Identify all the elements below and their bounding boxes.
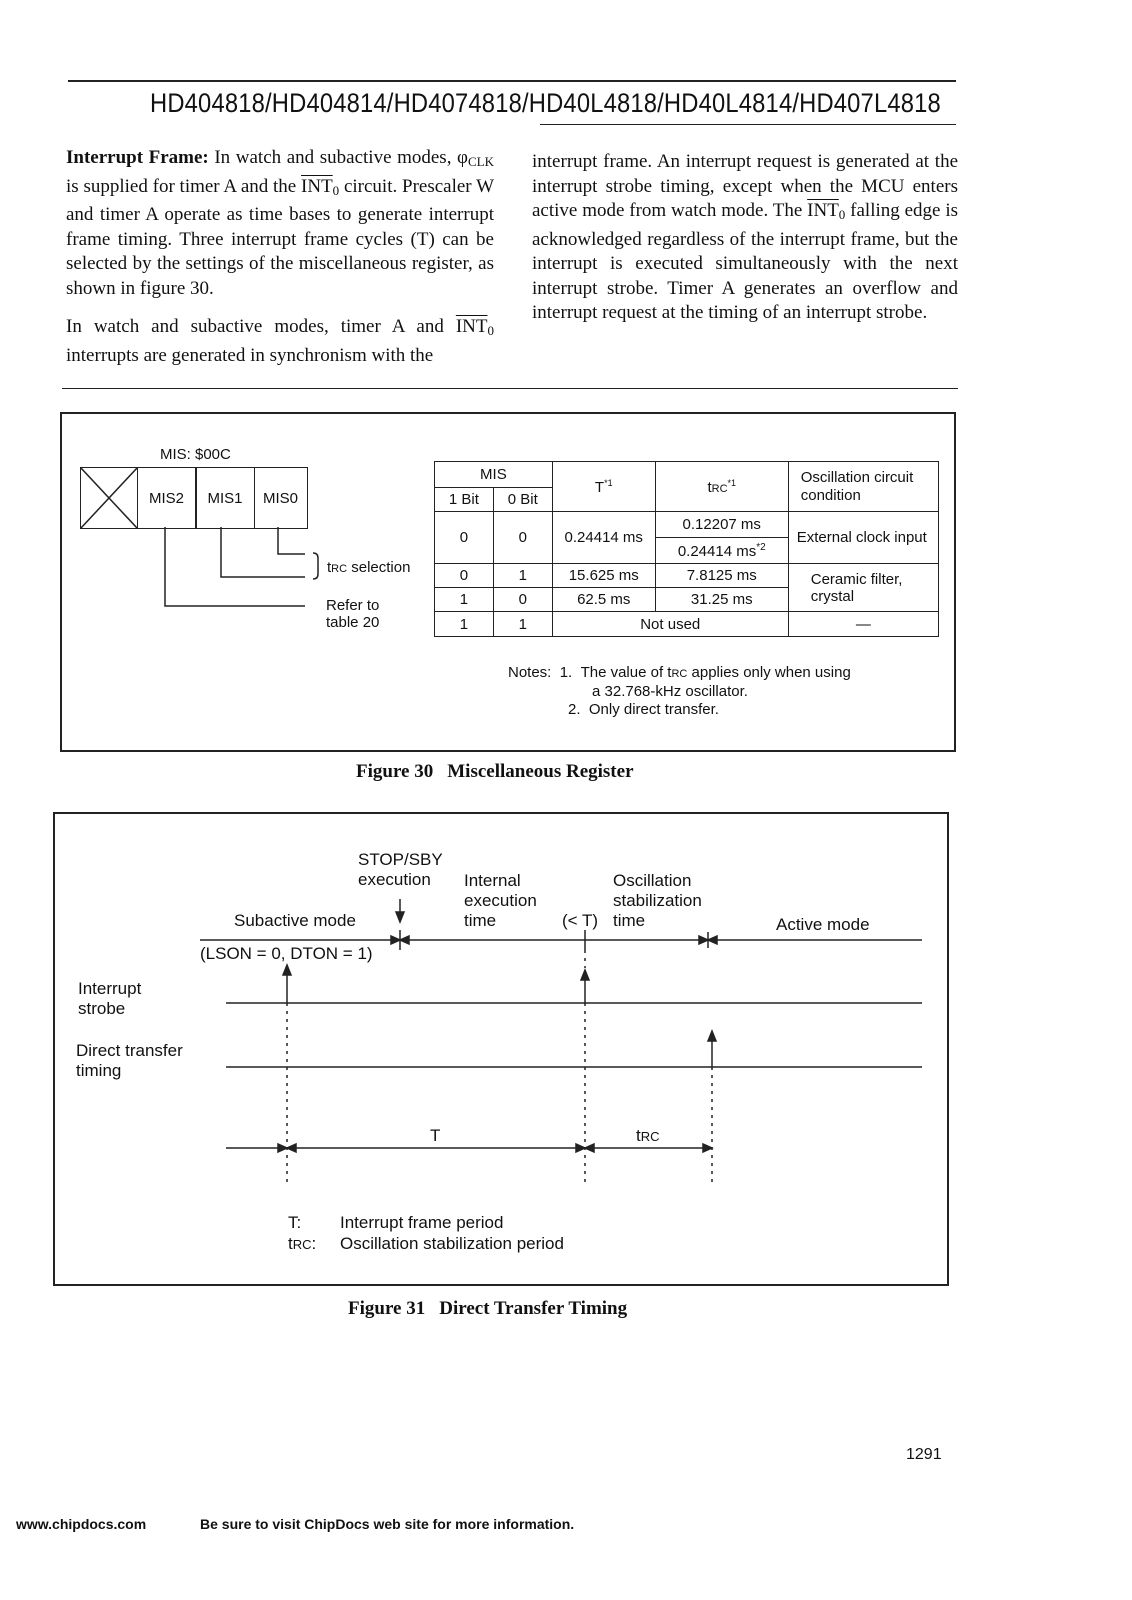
register-label: MIS: $00C [160,446,231,463]
refer-to-table-label: Refer to table 20 [326,597,380,631]
direct-transfer-timing-label: Direct transfer timing [76,1041,183,1080]
t-period-label: T [430,1126,441,1145]
table-row: 0 0 0.24414 ms 0.12207 ms External clock input [435,512,939,538]
int0-signal: $\overline{INT}$ [301,175,333,197]
table-row: 1 0 62.5 ms 31.25 ms [435,588,939,612]
phi-symbol: φ [457,147,468,168]
figure-30-notes: Notes: 1. The value of tRC applies only when using a 32.768-kHz oscillator. 2. Only direct transfer. [508,664,851,718]
table-row: 0 1 15.625 ms 7.8125 ms Ceramic filter, crystal [435,564,939,588]
subactive-mode-label: Subactive mode [234,911,356,930]
internal-execution-label: Internal execution time [464,871,537,930]
stop-sby-label: STOP/SBY execution [358,850,443,889]
page-header-title: HD404818/HD404814/HD4074818/HD40L4818/HD40L4814/HD407L4818 [150,88,941,118]
lson-dton-label: (LSON = 0, DTON = 1) [200,944,373,963]
figure-30-caption: Figure 30 Miscellaneous Register [356,761,634,782]
mis-settings-table: MIS $T^{*1}$ tRC$^{*1}$ Oscillation circuit condition 1 Bit 0 Bit 0 0 0.24414 ms 0.12207 ms External clock input 0.24414 $ms^{*2}$ 0 1 15.625 ms 7.8125 ms Ceramic filter, crystal 1 0 62.5 ms 31.25 ms 1 1 Not used — [434,461,939,637]
osc-condition-header: Oscillation circuit condition [788,462,938,512]
footer-site-link[interactable]: www.chipdocs.com [16,1516,147,1532]
interrupt-strobe-label: Interrupt strobe [78,979,142,1018]
register-bit-mis0: MIS0 [254,467,308,529]
paragraph-interrupt-frame: Interrupt Frame: In watch and subactive modes, $\varphi_{CLK}$ is supplied for timer A and the $\overline{INT}_0$ circuit. Prescaler W and timer A operate as time bases to generate interrupt frame timing. Three interrupt frame cycles (T) can be selected by the settings of the miscellaneous register, as shown in figure 30. [66,147,494,299]
oscillation-stabilization-label: Oscillation stabilization time [613,871,702,930]
footer-message: Be sure to visit ChipDocs web site for more information. [200,1516,575,1532]
paragraph-watch-subactive: In watch and subactive modes, timer A and $\overline{INT}_0$ interrupts are generated in synchronism with the [66,316,494,366]
table-row: 1 1 Not used — [435,612,939,637]
lead-interrupt-frame: Interrupt Frame: [66,147,209,168]
page-number: 1291 [906,1446,942,1463]
register-bit-mis2: MIS2 [137,467,197,529]
active-mode-label: Active mode [776,915,870,934]
bit0-header: 0 Bit [493,488,552,512]
figure-31-caption: Figure 31 Direct Transfer Timing [348,1298,628,1319]
trc-header: tRC$^{*1}$ [655,462,788,512]
mis-header: MIS [435,462,553,488]
trc-selection-label: tRC selection [327,559,411,576]
register-bit-mis1: MIS1 [195,467,255,529]
trc-period-label: tRC [636,1126,660,1145]
less-than-t-label: (< T) [562,911,599,930]
figure-31-legend: T: Interrupt frame period tRC: Oscillation stabilization period [288,1213,564,1253]
bit1-header: 1 Bit [435,488,494,512]
paragraph-interrupt-request: interrupt frame. An interrupt request is generated at the interrupt strobe timing, except when the MCU enters active mode from watch mode. The $\overline{INT}_0$ falling edge is acknowledged regardless of the interrupt frame, but the interrupt is executed simultaneously with the next interrupt strobe. Timer A generates an overflow and interrupt request at the timing of an interrupt strobe. [532,151,958,323]
t-header: $T^{*1}$ [552,462,655,512]
